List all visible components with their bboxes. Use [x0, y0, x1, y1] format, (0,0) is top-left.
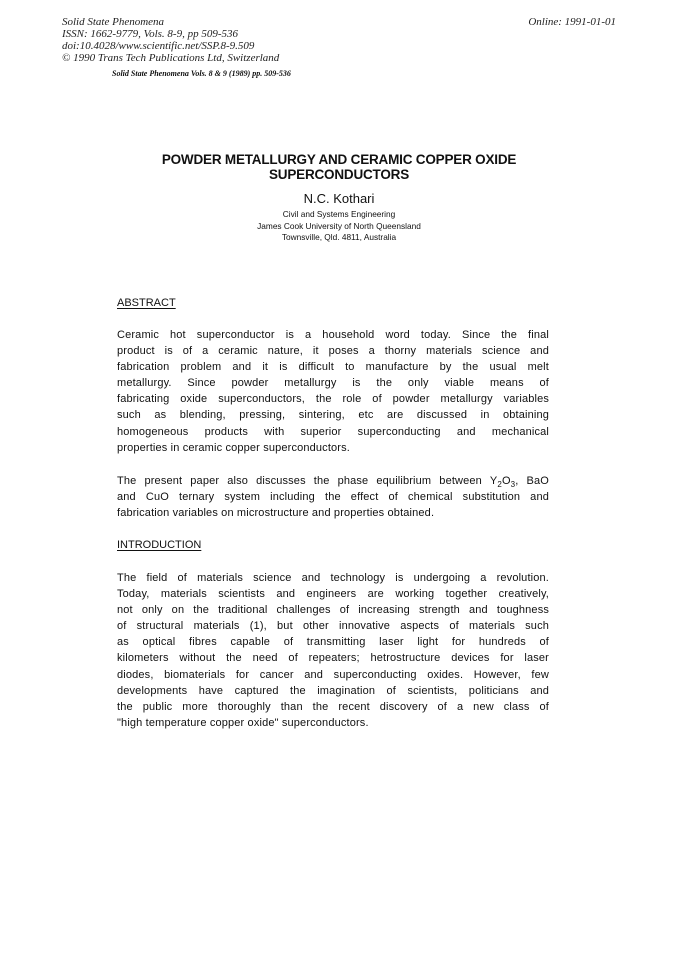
- abstract-heading: ABSTRACT: [117, 297, 176, 309]
- paper-title: [0, 152, 678, 182]
- text-line: not only on the traditional challenges of increasing strength and toughness: [117, 604, 549, 617]
- text-line: product is of a ceramic nature, it poses a thorny materials science and: [117, 345, 549, 358]
- text-line: fabrication problem and it is difficult to manufacture by the usual melt: [117, 361, 549, 374]
- text-line: the public more thoroughly than the recent discovery of a new class of: [117, 700, 549, 713]
- text-line: as optical fibres capable of transmitting laser light for hundreds of: [117, 636, 549, 649]
- text-line: developments have captured the imagination of scientists, politicians and: [117, 684, 549, 697]
- affiliation-line: Civil and Systems Engineering: [282, 209, 396, 219]
- issn-line: ISSN: 1662-9779, Vols. 8-9, pp 509-536: [62, 28, 238, 40]
- journal-reference: Solid State Phenomena Vols. 8 & 9 (1989) pp. 509-536: [112, 69, 291, 78]
- formula-subscript: 2: [497, 480, 502, 489]
- affiliation-line: Townsville, Qld. 4811, Australia: [281, 232, 397, 242]
- text-line: fabricating oxide superconductors, the role of powder metallurgy variables: [117, 393, 549, 406]
- introduction-heading: INTRODUCTION: [117, 539, 202, 551]
- title-line-2: SUPERCONDUCTORS: [268, 167, 410, 182]
- affiliation-line: James Cook University of North Queensland: [257, 220, 421, 231]
- text-line: metallurgy. Since powder metallurgy is the only viable means of: [117, 377, 549, 390]
- online-date: Online: 1991-01-01: [528, 16, 616, 28]
- formula-subscript: 3: [510, 480, 516, 489]
- abstract-paragraph-2: [117, 473, 549, 521]
- journal-name: Solid State Phenomena: [62, 16, 165, 28]
- formula-element: O: [501, 475, 511, 487]
- text-line: and CuO ternary system including the effect of chemical substitution and: [117, 491, 549, 504]
- abstract-paragraph-1: [117, 327, 549, 456]
- text-line: [117, 473, 549, 489]
- text-line: "high temperature copper oxide" superconductors.: [117, 716, 369, 729]
- author-name: N.C. Kothari: [303, 191, 375, 206]
- text-line: homogeneous products with superior superconducting and mechanical: [117, 425, 549, 438]
- text-fragment: The present paper also discusses the phase equilibrium between: [117, 475, 490, 487]
- text-line: kilometers without the need of repeaters; hetrostructure devices for laser: [117, 652, 549, 665]
- formula-element: Y: [489, 475, 498, 487]
- title-block: [0, 152, 678, 244]
- affiliation: [0, 209, 678, 244]
- copyright-line: © 1990 Trans Tech Publications Ltd, Switzerland: [62, 52, 280, 64]
- text-line: of structural materials (1), but other innovative aspects of materials such: [117, 620, 549, 633]
- text-line: diodes, biomaterials for cancer and superconducting oxides. However, few: [117, 668, 549, 681]
- text-fragment: , BaO: [515, 475, 550, 487]
- publication-metadata: [62, 16, 279, 64]
- text-line: such as blending, pressing, sintering, etc are discussed in obtaining: [117, 409, 549, 422]
- introduction-paragraph-1: [117, 570, 549, 731]
- title-line-1: POWDER METALLURGY AND CERAMIC COPPER OXIDE: [161, 152, 517, 167]
- text-line: The field of materials science and technology is undergoing a revolution.: [117, 572, 549, 584]
- text-line: Today, materials scientists and engineers are working together creatively,: [117, 588, 549, 601]
- text-line: fabrication variables on microstructure and properties obtained.: [117, 507, 435, 520]
- text-line: Ceramic hot superconductor is a household word today. Since the final: [117, 329, 549, 341]
- text-line: properties in ceramic copper superconductors.: [117, 441, 350, 454]
- doi-line: doi:10.4028/www.scientific.net/SSP.8-9.509: [62, 40, 255, 52]
- formula-y2o3: [490, 475, 515, 487]
